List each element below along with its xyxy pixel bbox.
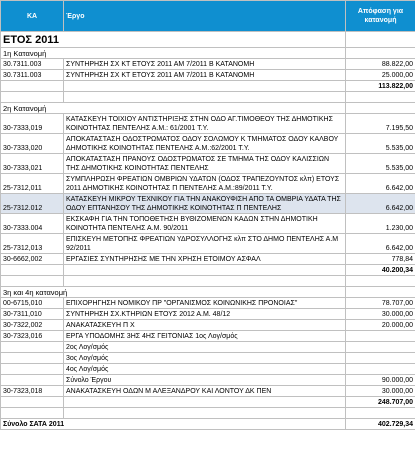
grand-total-label: Σύνολο ΣΑΤΑ 2011 xyxy=(1,419,346,430)
table-row xyxy=(1,114,415,134)
section-subtotal-row xyxy=(1,397,415,408)
row-code: 30-7333,020 xyxy=(1,134,64,154)
row-amount: 90.000,00 xyxy=(346,375,415,386)
section-subtotal: 113.822,00 xyxy=(346,81,415,92)
row-amount xyxy=(346,331,415,342)
row-description: ΑΠΟΚΑΤΑΣΤΑΣΗ ΠΡΑΝΟΥΣ ΟΔΟΣΤΡΩΜΑΤΟΣ ΣΕ ΤΜΗΜΑ ΤΗΣ ΟΔΟΥ ΚΑΛΙΣΣΙΩΝ ΤΗΣ ΔΗΜΟΤΙΚΗΣ ΚΟΙΝΟΤΗΤΑΣ ΠΕΝΤΕΛΗΣ xyxy=(64,154,346,174)
spacer-cell xyxy=(64,92,346,103)
row-description: Σύνολο Έργου xyxy=(64,375,346,386)
table-row xyxy=(1,309,415,320)
table-row xyxy=(1,298,415,309)
header-code: ΚΑ xyxy=(1,1,64,32)
subtotal-blank xyxy=(1,265,64,276)
row-description: ΚΑΤΑΣΚΕΥΗ ΜΙΚΡΟΥ ΤΕΧΝΙΚΟΥ ΓΙΑ ΤΗΝ ΑΝΑΚΟΥΦΙΣΗ ΑΠΟ ΤΑ ΟΜΒΡΙΑ ΥΔΑΤΑ ΤΗΣ ΟΔΟΥ ΕΠΤΑΝΗΣΟΥ ΤΗΣ ΔΗΜΟΤΙΚΗΣ ΚΟΙΝΟΤΗΤΑΣ Π ΠΕΝΤΕΛΗΣ xyxy=(64,194,346,214)
section-blank xyxy=(346,103,415,114)
row-amount: 7.195,50 xyxy=(346,114,415,134)
subtotal-blank xyxy=(64,81,346,92)
table-row xyxy=(1,386,415,397)
row-description: 4ος Λογ/σμός xyxy=(64,364,346,375)
spacer-cell xyxy=(1,276,64,287)
section-blank xyxy=(346,48,415,59)
row-code: 30-7311,010 xyxy=(1,309,64,320)
section-subtotal-row xyxy=(1,81,415,92)
row-description: 2ος Λογ/σμός xyxy=(64,342,346,353)
spacer-cell xyxy=(346,92,415,103)
table-row xyxy=(1,364,415,375)
row-amount xyxy=(346,353,415,364)
row-code xyxy=(1,353,64,364)
row-amount: 30.000,00 xyxy=(346,309,415,320)
section-title-row xyxy=(1,103,415,114)
section-blank xyxy=(346,287,415,298)
subtotal-blank xyxy=(64,265,346,276)
table-row xyxy=(1,134,415,154)
row-description: ΣΥΝΤΗΡΗΣΗ ΣΧ ΚΤ ΕΤΟΥΣ 2011 ΑΜ 7/2011 Β ΚΑΤΑΝΟΜΗ xyxy=(64,59,346,70)
row-code: 30-7333.004 xyxy=(1,214,64,234)
table-row xyxy=(1,331,415,342)
row-code xyxy=(1,375,64,386)
subtotal-blank xyxy=(64,397,346,408)
row-code: 30.7311.003 xyxy=(1,70,64,81)
section-subtotal-row xyxy=(1,265,415,276)
spacer-row xyxy=(1,408,415,419)
table-row xyxy=(1,353,415,364)
row-amount: 778,84 xyxy=(346,254,415,265)
table-row xyxy=(1,342,415,353)
spacer-row xyxy=(1,276,415,287)
row-description: ΚΑΤΑΣΚΕΥΗ ΤΟΙΧΙΟΥ ΑΝΤΙΣΤΗΡΙΞΗΣ ΣΤΗΝ ΟΔΟ ΑΓ.ΤΙΜΟΘΕΟΥ ΤΗΣ ΔΗΜΟΤΙΚΗΣ ΚΟΙΝΟΤΗΤΑΣ ΠΕΝΤΕΛΗΣ Α.Μ.: 61/2001 Τ.Υ. xyxy=(64,114,346,134)
row-code xyxy=(1,342,64,353)
row-amount: 78.707,00 xyxy=(346,298,415,309)
year-title: ΕΤΟΣ 2011 xyxy=(1,32,346,48)
row-description: ΑΠΟΚΑΤΑΣΤΑΣΗ ΟΔΟΣΤΡΩΜΑΤΟΣ ΟΔΟΥ ΣΟΛΩΜΟΥ Κ ΤΜΗΜΑΤΟΣ ΟΔΟΥ ΚΑΛΒΟΥ ΔΗΜΟΤΙΚΗΣ ΚΟΙΝΟΤΗΤΑΣ ΠΕΝΤΕΛΗΣ Α.Μ.:62/2001 Τ.Υ. xyxy=(64,134,346,154)
table-row xyxy=(1,320,415,331)
spacer-row xyxy=(1,92,415,103)
row-description: ΑΝΑΚΑΤΑΣΚΕΥΗ ΟΔΩΝ Μ ΑΛΕΞΑΝΔΡΟΥ ΚΑΙ ΛΟΝΤΟΥ ΔΚ ΠΕΝ xyxy=(64,386,346,397)
table-row xyxy=(1,194,415,214)
row-amount: 6.642,00 xyxy=(346,194,415,214)
subtotal-blank xyxy=(1,397,64,408)
row-code: 30.7311.003 xyxy=(1,59,64,70)
row-description: ΕΠΙΧΟΡΗΓΗΣΗ ΝΟΜΙΚΟΥ ΠΡ "ΟΡΓΑΝΙΣΜΟΣ ΚΟΙΝΩΝΙΚΗΣ ΠΡΟΝΟΙΑΣ" xyxy=(64,298,346,309)
header-amount: Απόφαση για κατανομή xyxy=(346,1,415,32)
row-code: 30-7323,016 xyxy=(1,331,64,342)
row-description: ΣΥΜΠΛΗΡΩΣΗ ΦΡΕΑΤΙΩΝ ΟΜΒΡΙΩΝ ΥΔΑΤΩΝ (ΟΔΟΣ ΤΡΑΠΕΖΟΥΝΤΟΣ κλπ) ΕΤΟΥΣ 2011 ΔΗΜΟΤΙΚΗΣ ΚΟΙΝΟΤΗΤΑΣ Π ΠΕΝΤΕΛΗΣ Α.Μ.:89/2011 Τ.Υ. xyxy=(64,174,346,194)
row-amount: 5.535,00 xyxy=(346,134,415,154)
table-row xyxy=(1,375,415,386)
row-amount: 5.535,00 xyxy=(346,154,415,174)
row-description: ΕΡΓΑ ΥΠΟΔΟΜΗΣ 3ΗΣ 4ΗΣ ΓΕΙΤΟΝΙΑΣ 1ος Λογ/σμός xyxy=(64,331,346,342)
row-code: 25-7312.012 xyxy=(1,194,64,214)
table-row xyxy=(1,154,415,174)
section-title: 2η Κατανομή xyxy=(1,103,346,114)
row-description: ΣΥΝΤΗΡΗΣΗ ΣΧ ΚΤ ΕΤΟΥΣ 2011 ΑΜ 7/2011 Β ΚΑΤΑΝΟΜΗ xyxy=(64,70,346,81)
row-amount: 88.822,00 xyxy=(346,59,415,70)
row-description: ΕΡΓΑΣΙΕΣ ΣΥΝΤΗΡΗΣΗΣ ΜΕ ΤΗΝ ΧΡΗΣΗ ΕΤΟΙΜΟΥ ΑΣΦΑΛ xyxy=(64,254,346,265)
row-code: 30-7333,021 xyxy=(1,154,64,174)
row-description: 3ος Λογ/σμός xyxy=(64,353,346,364)
spacer-cell xyxy=(346,276,415,287)
row-code: 30-7323,018 xyxy=(1,386,64,397)
grand-total-row xyxy=(1,419,415,430)
section-title-row xyxy=(1,48,415,59)
row-amount: 6.642,00 xyxy=(346,174,415,194)
header-row xyxy=(1,1,415,32)
row-code xyxy=(1,364,64,375)
row-amount: 25.000,00 xyxy=(346,70,415,81)
spacer-cell xyxy=(1,408,64,419)
row-description: ΕΠΙΣΚΕΥΗ ΜΕΤΟΠΗΣ ΦΡΕΑΤΙΩΝ ΥΔΡΟΣΥΛΛΟΓΗΣ κλπ ΣΤΟ ΔΗΜΟ ΠΕΝΤΕΛΗΣ Α.Μ 92/2011 xyxy=(64,234,346,254)
row-amount: 1.230,00 xyxy=(346,214,415,234)
row-code: 00-6715,010 xyxy=(1,298,64,309)
table-row xyxy=(1,70,415,81)
section-title: 1η Κατανομή xyxy=(1,48,346,59)
table-row xyxy=(1,234,415,254)
spacer-cell xyxy=(1,92,64,103)
row-description: ΑΝΑΚΑΤΑΣΚΕΥΗ Π Χ xyxy=(64,320,346,331)
table-row xyxy=(1,254,415,265)
spacer-cell xyxy=(64,276,346,287)
section-subtotal: 40.200,34 xyxy=(346,265,415,276)
header-project: Έργο xyxy=(64,1,346,32)
row-amount: 6.642,00 xyxy=(346,234,415,254)
year-row xyxy=(1,32,415,48)
row-amount xyxy=(346,364,415,375)
section-subtotal: 248.707,00 xyxy=(346,397,415,408)
table-row xyxy=(1,214,415,234)
row-code: 25-7312,011 xyxy=(1,174,64,194)
grand-total-value: 402.729,34 xyxy=(346,419,415,430)
row-amount: 30.000,00 xyxy=(346,386,415,397)
table-row xyxy=(1,174,415,194)
row-code: 30-7333,019 xyxy=(1,114,64,134)
row-description: ΣΥΝΤΗΡΗΣΗ ΣΧ.ΚΤΗΡΙΩΝ ΕΤΟΥΣ 2012 Α.Μ. 48/12 xyxy=(64,309,346,320)
table-row xyxy=(1,59,415,70)
row-code: 25-7312,013 xyxy=(1,234,64,254)
row-amount: 20.000,00 xyxy=(346,320,415,331)
section-title: 3η και 4η κατανομή xyxy=(1,287,346,298)
spacer-cell xyxy=(64,408,346,419)
spacer-cell xyxy=(346,408,415,419)
section-title-row xyxy=(1,287,415,298)
row-code: 30-7322,002 xyxy=(1,320,64,331)
subtotal-blank xyxy=(1,81,64,92)
row-code: 30-6662,002 xyxy=(1,254,64,265)
row-amount xyxy=(346,342,415,353)
row-description: ΕΚΣΚΑΦΗ ΓΙΑ ΤΗΝ ΤΟΠΟΘΕΤΗΣΗ ΒΥΘΙΖΟΜΕΝΩΝ ΚΑΔΩΝ ΣΤΗΝ ΔΗΜΟΤΙΚΗ ΚΟΙΝΟΤΗΤΑ ΠΕΝΤΕΛΗΣ Α.Μ. 90/2011 xyxy=(64,214,346,234)
